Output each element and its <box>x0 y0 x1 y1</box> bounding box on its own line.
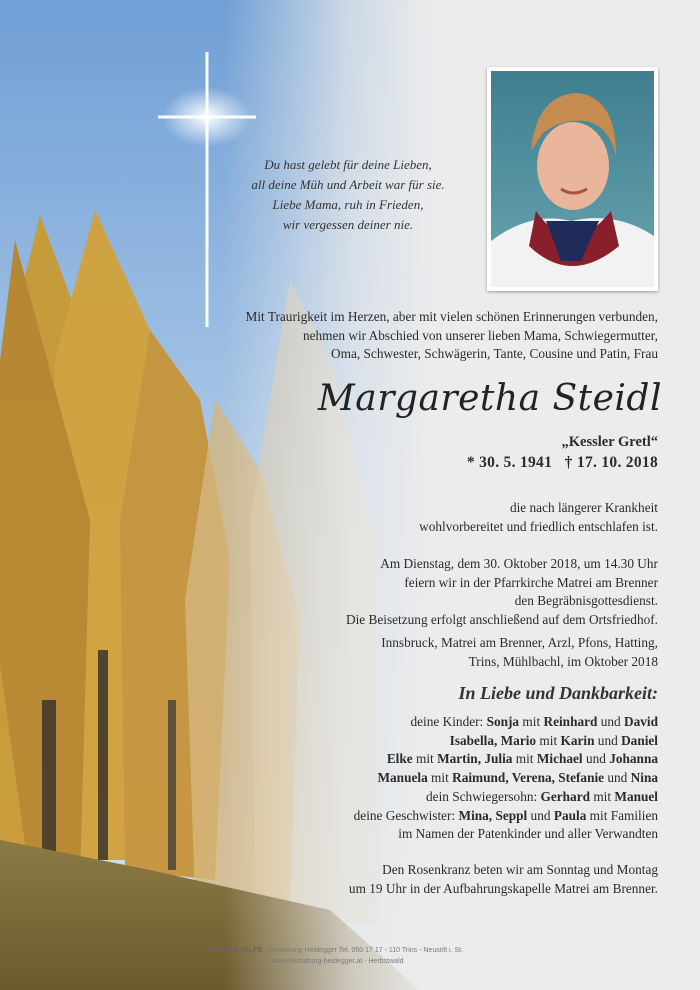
mourner-text: und <box>594 732 622 748</box>
funeral-line: feiern wir in der Pfarrkirche Matrei am Brenner <box>404 574 658 590</box>
mourner-name: Mina, Seppl <box>458 807 528 823</box>
poem-line: wir vergessen deiner nie. <box>282 217 414 232</box>
passing-line: die nach längerer Krankheit <box>509 500 658 515</box>
poem-line: all deine Müh und Arbeit war für sie. <box>251 177 445 192</box>
footer-logo: © TRAUER HILFE <box>198 947 264 954</box>
poem-line: Liebe Mama, ruh in Frieden, <box>272 197 424 212</box>
mourner-name: Manuel <box>614 788 658 804</box>
poem <box>228 155 468 235</box>
places-line: Innsbruck, Matrei am Brenner, Arzl, Pfons, Hatting, <box>381 635 658 650</box>
mourner-text: mit <box>412 751 438 767</box>
rosary-line: um 19 Uhr in der Aufbahrungskapelle Matrei am Brenner. <box>348 880 658 896</box>
mourner-text: mit <box>519 714 544 729</box>
footer-website: www.bestattung-heidegger.at - Herbstwald <box>272 958 404 965</box>
mourners-line <box>230 750 658 769</box>
poem-line: Du hast gelebt für deine Lieben, <box>264 157 432 172</box>
mourner-text: und <box>582 751 610 767</box>
mourners-line <box>230 732 658 751</box>
mourner-text: im Namen der Patenkinder und aller Verwandten <box>398 826 658 842</box>
mourner-text: und <box>604 770 631 786</box>
mourner-text: und <box>597 714 624 729</box>
funeral-text <box>230 555 658 630</box>
mourner-text: mit <box>536 732 561 748</box>
intro-line: Oma, Schwester, Schwägerin, Tante, Cousine und Patin, Frau <box>331 346 658 361</box>
mourner-name: Isabella, Mario <box>449 732 537 748</box>
mourner-name: Paula <box>553 807 587 823</box>
mourner-text: mit <box>512 751 537 767</box>
places-text <box>230 634 658 671</box>
mourners-line <box>230 825 658 844</box>
passing-text <box>230 499 658 536</box>
mourner-name: Johanna <box>609 751 658 767</box>
rosary-text <box>230 861 658 898</box>
mourner-name: Michael <box>536 751 583 767</box>
places-line: Trins, Mühlbachl, im Oktober 2018 <box>468 653 658 669</box>
intro-line: nehmen wir Abschied von unserer lieben Mama, Schwiegermutter, <box>302 327 658 343</box>
portrait-image <box>491 71 654 287</box>
mourner-name: David <box>624 714 658 729</box>
deceased-nickname: „Kessler Gretl“ <box>561 434 658 450</box>
mourners-line <box>230 788 658 807</box>
footer <box>198 945 508 967</box>
mourner-name: Manuela <box>377 770 428 786</box>
mourners-heading: In Liebe und Dankbarkeit: <box>458 683 658 703</box>
mourner-name: Sonja <box>486 714 520 729</box>
mourners-list <box>230 713 658 844</box>
mourners-line <box>230 713 658 732</box>
mourner-name: Karin <box>560 732 595 748</box>
mourner-text: deine Kinder: <box>410 714 487 729</box>
intro-line: Mit Traurigkeit im Herzen, aber mit vielen schönen Erinnerungen verbunden, <box>245 309 658 324</box>
mourner-name: Gerhard <box>540 788 591 804</box>
mourner-name: Martin, Julia <box>437 751 513 767</box>
mourner-name: Elke <box>386 751 413 767</box>
funeral-line: den Begräbnisgottesdienst. <box>514 593 658 609</box>
mourners-line <box>230 769 658 788</box>
funeral-line: Am Dienstag, dem 30. Oktober 2018, um 14.30 Uhr <box>380 556 658 571</box>
deceased-name: Margaretha Steidl <box>317 378 662 419</box>
mourner-text: mit Familien <box>586 807 658 823</box>
mourner-name: Daniel <box>621 732 658 748</box>
intro-text <box>200 308 658 364</box>
footer-contact: | Bestattung Heidegger Tel. 050 17 17 - 110 Trins - Neustift i. St. <box>265 947 464 954</box>
mourner-text: mit <box>590 788 615 804</box>
rosary-line: Den Rosenkranz beten wir am Sonntag und Montag <box>382 862 658 877</box>
mourner-text: deine Geschwister: <box>353 807 459 823</box>
life-dates: * 30. 5. 1941 † 17. 10. 2018 <box>466 454 658 471</box>
mourner-name: Raimund, Verena, Stefanie <box>452 770 605 786</box>
passing-line: wohlvorbereitet und friedlich entschlafen ist. <box>419 518 658 534</box>
mourners-line <box>230 807 658 826</box>
mourner-name: Reinhard <box>543 714 598 729</box>
mourner-name: Nina <box>630 770 658 786</box>
funeral-line: Die Beisetzung erfolgt anschließend auf dem Ortsfriedhof. <box>345 612 658 628</box>
mourner-text: und <box>527 807 554 823</box>
mourner-text: dein Schwiegersohn: <box>426 788 541 804</box>
portrait-photo <box>487 67 658 291</box>
mourner-text: mit <box>427 770 453 786</box>
